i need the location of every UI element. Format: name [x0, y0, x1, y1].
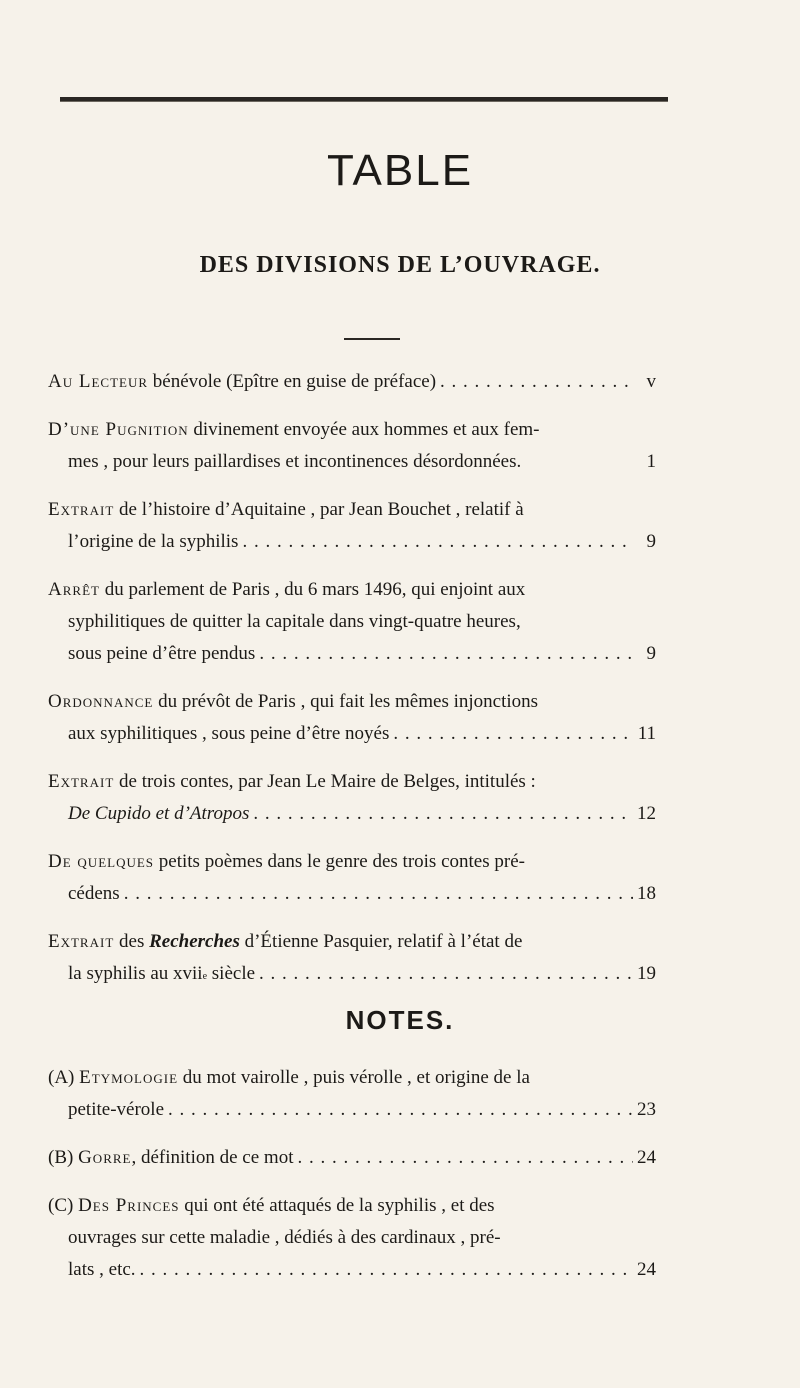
entry-text: l’origine de la syphilis	[68, 531, 239, 552]
entry-lead: De quelques	[48, 851, 155, 872]
toc-entry: Extrait des Recherches d’Étienne Pasquier, relatif à l’état de la syphilis au xvii e siècle . . . 19	[48, 926, 656, 990]
entry-page: 1	[646, 451, 656, 472]
entry-page: 11	[637, 723, 656, 744]
entry-text: mes , pour leurs paillardises et incontinences désordonnées.	[68, 451, 522, 472]
toc-entry	[48, 686, 656, 750]
note-lead: Gorre	[78, 1147, 132, 1168]
entry-lead: Extrait	[48, 771, 115, 792]
note-label: (B)	[48, 1147, 74, 1168]
divider-rule	[344, 338, 400, 340]
note-page: 24	[637, 1147, 656, 1168]
entry-text: divinement envoyée aux hommes et aux fem-	[193, 419, 540, 440]
toc-entry	[48, 366, 656, 398]
entry-lead: Extrait	[48, 931, 115, 952]
notes-list	[48, 1062, 656, 1302]
entry-text: de l’histoire d’Aquitaine , par Jean Bouchet , relatif à	[119, 499, 524, 520]
note-page: 24	[637, 1259, 656, 1280]
entry-text: siècle	[211, 963, 256, 984]
entry-text: des	[119, 931, 145, 952]
entry-lead: Extrait	[48, 499, 115, 520]
entry-lead: D’une Pugnition	[48, 419, 189, 440]
note-text: lats , etc.	[68, 1259, 136, 1280]
note-label: (C)	[48, 1195, 74, 1216]
entry-lead: Arrêt	[48, 579, 100, 600]
entry-page: 9	[646, 531, 656, 552]
entry-lead: Au Lecteur	[48, 371, 149, 392]
entry-text: aux syphilitiques , sous peine d’être noyés	[68, 723, 390, 744]
entry-text: De Cupido et d’Atropos	[68, 803, 250, 824]
note-lead: Des Princes	[78, 1195, 180, 1216]
entry-page: 12	[637, 803, 656, 824]
page-subtitle: DES DIVISIONS DE L’OUVRAGE.	[199, 252, 601, 278]
entry-page: 19	[637, 963, 656, 984]
note-text: petite-vérole	[68, 1099, 165, 1120]
entry-text: cédens	[68, 883, 120, 904]
table-of-contents	[48, 366, 656, 1006]
note-entry	[48, 1190, 656, 1286]
note-entry	[48, 1142, 656, 1174]
toc-entry	[48, 414, 656, 478]
toc-entry	[48, 494, 656, 558]
entry-lead: Ordonnance	[48, 691, 154, 712]
note-entry	[48, 1062, 656, 1126]
note-label: (A)	[48, 1067, 75, 1088]
entry-page: 18	[637, 883, 656, 904]
note-page: 23	[637, 1099, 656, 1120]
note-lead: Etymologie	[79, 1067, 179, 1088]
entry-text: sous peine d’être pendus	[68, 643, 256, 664]
page-title: TABLE	[326, 146, 474, 195]
entry-text-italic: Recherches	[149, 931, 240, 952]
entry-page: v	[646, 371, 656, 392]
entry-page: 9	[646, 643, 656, 664]
entry-text: petits poèmes dans le genre des trois contes pré-	[158, 851, 525, 872]
note-text: du mot vairolle , puis vérolle , et origine de la	[182, 1067, 530, 1088]
note-text: qui ont été attaqués de la syphilis , et des	[184, 1195, 495, 1216]
notes-heading: NOTES.	[345, 1005, 455, 1035]
toc-entry	[48, 574, 656, 670]
entry-text: bénévole (Epître en guise de préface)	[152, 371, 437, 392]
entry-text: syphilitiques de quitter la capitale dans vingt-quatre heures,	[68, 611, 521, 632]
entry-text: d’Étienne Pasquier, relatif à l’état de	[244, 931, 523, 952]
note-text: , définition de ce mot	[131, 1147, 294, 1168]
entry-text: la syphilis au xvii	[68, 963, 203, 984]
toc-entry	[48, 766, 656, 830]
entry-text: du parlement de Paris , du 6 mars 1496, qui enjoint aux	[104, 579, 526, 600]
entry-text: de trois contes, par Jean Le Maire de Belges, intitulés :	[119, 771, 536, 792]
toc-entry	[48, 846, 656, 910]
entry-text: du prévôt de Paris , qui fait les mêmes injonctions	[158, 691, 539, 712]
top-rule	[60, 97, 668, 102]
note-text: ouvrages sur cette maladie , dédiés à des cardinaux , pré-	[68, 1227, 501, 1248]
